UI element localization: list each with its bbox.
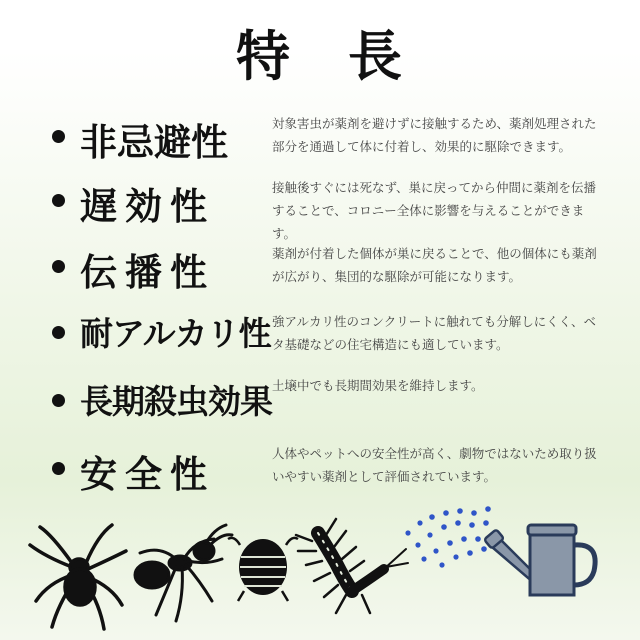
centipede-icon [296, 519, 408, 613]
ant-icon [135, 525, 232, 621]
feature-name: 遅効性 [80, 185, 215, 228]
feature-non-repellent [0, 108, 640, 168]
bullet [52, 326, 65, 339]
feature-transfer [0, 238, 640, 298]
feature-description: 土壌中でも長期間効果を維持します。 [272, 378, 484, 393]
spray-droplets [405, 506, 498, 567]
feature-description: 薬剤が付着した個体が巣に戻ることで、他の個体にも薬剤が広がり、集団的な駆除が可能になります。 [272, 246, 597, 284]
feature-safety [0, 440, 640, 500]
feature-name: 長期殺虫効果 [80, 382, 272, 421]
feature-description: 接触後すぐには死なず、巣に戻ってから仲間に薬剤を伝播することで、コロニー全体に影響を与えることができます。 [272, 180, 597, 241]
feature-name: 伝播性 [80, 251, 215, 294]
feature-description: 強アルカリ性のコンクリートに触れても分解しにくく、ベタ基礎などの住宅構造にも適しています。 [272, 314, 597, 352]
bullet [52, 462, 65, 475]
watering-can-icon [484, 525, 595, 595]
spider-icon [30, 525, 126, 629]
page-title: 特 長 [236, 25, 404, 88]
feature-name: 非忌避性 [80, 121, 228, 164]
feature-description: 人体やペットへの安全性が高く、劇物ではないため取り扱いやすい薬剤として評価されています。 [272, 446, 597, 484]
feature-delayed-action [0, 172, 640, 241]
feature-alkali-resistance [0, 304, 640, 364]
feature-name: 安全性 [80, 453, 215, 496]
bullet [52, 194, 65, 207]
feature-description: 対象害虫が薬剤を避けずに接触するため、薬剤処理された部分を通過して体に付着し、効果的に駆除できます。 [272, 116, 597, 154]
bullet [52, 130, 65, 143]
feature-long-lasting [0, 372, 640, 432]
bullet [52, 260, 65, 273]
pill-bug-icon [228, 538, 298, 601]
illustration-strip [0, 505, 640, 640]
bullet [52, 394, 65, 407]
feature-name: 耐アルカリ性 [80, 314, 271, 353]
